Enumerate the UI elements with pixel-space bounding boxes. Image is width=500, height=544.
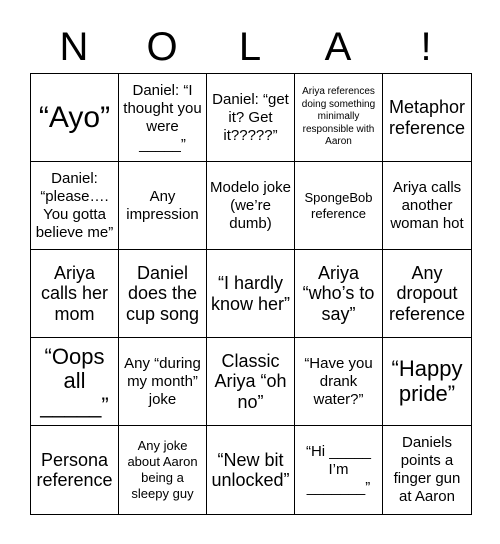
bingo-cell-1-3[interactable]: Daniel: “get it? Get it?????”: [207, 74, 295, 162]
header-letter-a: A: [324, 24, 352, 69]
bingo-cell-2-2[interactable]: Any impression: [119, 162, 207, 250]
bingo-cell-2-3[interactable]: Modelo joke (we’re dumb): [207, 162, 295, 250]
bingo-cell-2-4[interactable]: SpongeBob reference: [295, 162, 383, 250]
bingo-cell-3-1[interactable]: Ariya calls her mom: [31, 250, 119, 338]
header-letter-exclamation: !: [420, 24, 432, 69]
bingo-cell-3-2[interactable]: Daniel does the cup song: [119, 250, 207, 338]
bingo-cell-5-2[interactable]: Any joke about Aaron being a sleepy guy: [119, 426, 207, 514]
bingo-cell-2-5[interactable]: Ariya calls another woman hot: [383, 162, 471, 250]
bingo-cell-5-3[interactable]: “New bit unlocked”: [207, 426, 295, 514]
bingo-cell-2-1[interactable]: Daniel: “please…. You gotta believe me”: [31, 162, 119, 250]
bingo-cell-1-2[interactable]: Daniel: “I thought you were _____”: [119, 74, 207, 162]
bingo-cell-4-5[interactable]: “Happy pride”: [383, 338, 471, 426]
bingo-cell-1-5[interactable]: Metaphor reference: [383, 74, 471, 162]
bingo-cell-1-1[interactable]: “Ayo”: [31, 74, 119, 162]
bingo-cell-4-4[interactable]: “Have you drank water?”: [295, 338, 383, 426]
bingo-header: [30, 22, 470, 72]
header-letter-n: N: [59, 24, 89, 69]
bingo-cell-3-5[interactable]: Any dropout reference: [383, 250, 471, 338]
bingo-board: [30, 73, 472, 515]
bingo-cell-4-1[interactable]: “Oops all _____”: [31, 338, 119, 426]
bingo-cell-3-3[interactable]: “I hardly know her”: [207, 250, 295, 338]
bingo-cell-5-1[interactable]: Persona reference: [31, 426, 119, 514]
bingo-cell-1-4[interactable]: Ariya references doing something minimally responsible with Aaron: [295, 74, 383, 162]
bingo-cell-5-4[interactable]: “Hi _____ I’m _______”: [295, 426, 383, 514]
header-letter-o: O: [146, 24, 178, 69]
bingo-cell-4-2[interactable]: Any “during my month” joke: [119, 338, 207, 426]
bingo-cell-3-4[interactable]: Ariya “who’s to say”: [295, 250, 383, 338]
header-letter-l: L: [238, 24, 262, 69]
bingo-cell-5-5[interactable]: Daniels points a finger gun at Aaron: [393, 434, 461, 505]
bingo-cell-4-3[interactable]: Classic Ariya “oh no”: [207, 338, 295, 426]
